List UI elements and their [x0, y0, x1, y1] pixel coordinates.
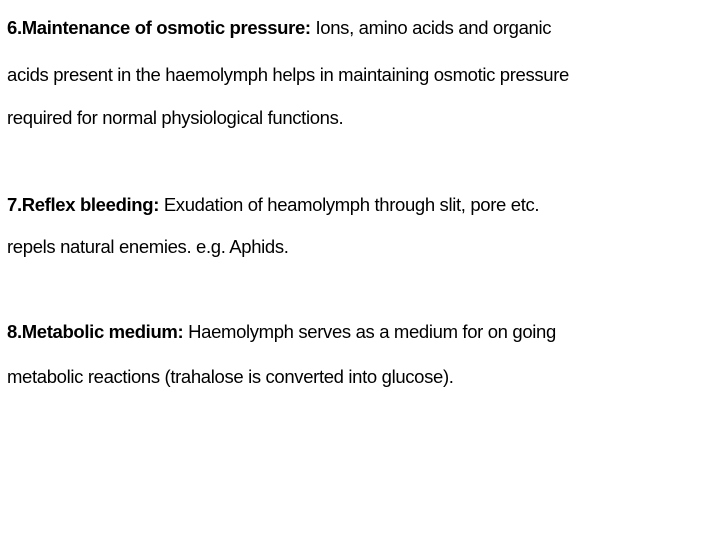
paragraph-8-line-2: metabolic reactions (trahalose is converted into glucose).	[7, 366, 454, 387]
paragraph-7-text: Exudation of heamolymph through slit, pore etc.	[159, 194, 540, 215]
paragraph-7-line-2: repels natural enemies. e.g. Aphids.	[7, 236, 289, 257]
paragraph-6-text: Ions, amino acids and organic	[310, 17, 552, 38]
paragraph-7-heading: 7.Reflex bleeding:	[7, 194, 160, 215]
paragraph-8-text: Haemolymph serves as a medium for on going	[183, 321, 556, 342]
paragraph-8-line-1	[7, 321, 556, 343]
paragraph-6-heading: 6.Maintenance of osmotic pressure:	[7, 17, 311, 38]
paragraph-6-line-3: required for normal physiological functions.	[7, 107, 344, 128]
paragraph-6-line-2: acids present in the haemolymph helps in maintaining osmotic pressure	[7, 64, 569, 85]
paragraph-6-line-1	[7, 17, 551, 39]
paragraph-7-line-1	[7, 194, 539, 216]
paragraph-8-heading: 8.Metabolic medium:	[7, 321, 184, 342]
